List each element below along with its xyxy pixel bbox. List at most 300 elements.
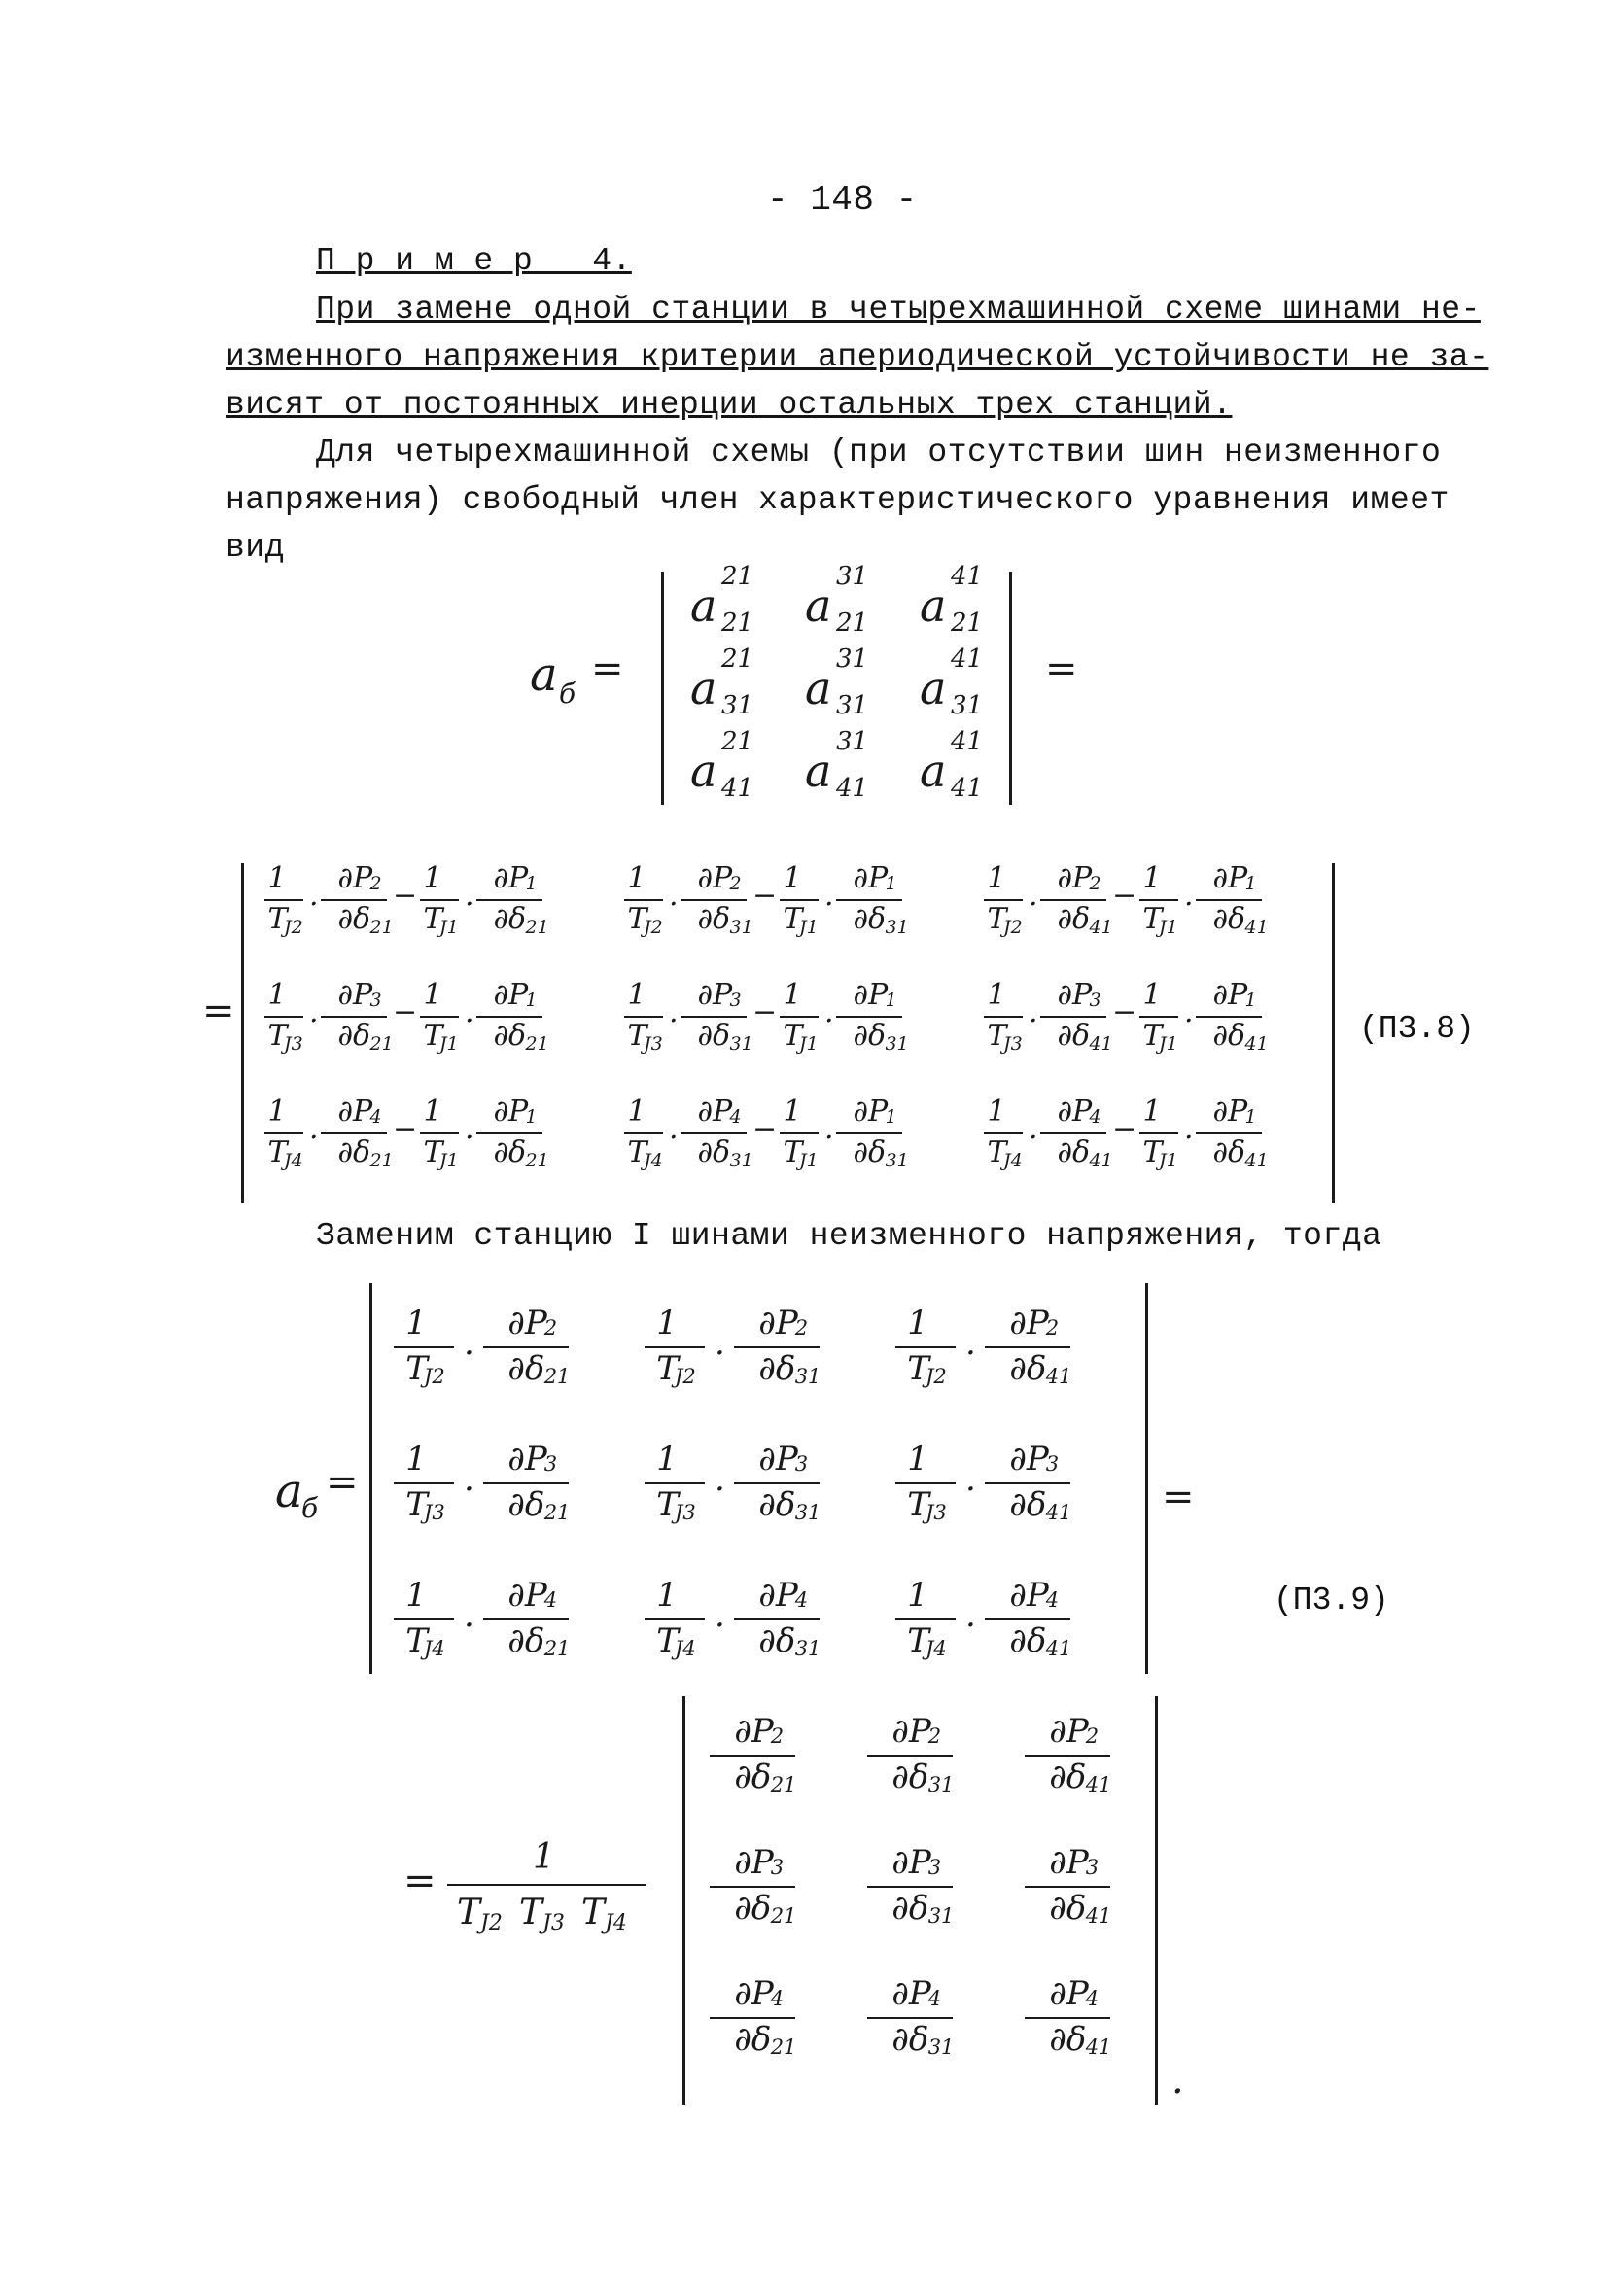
- matrix-b-0-1-f3-bar: [780, 899, 819, 901]
- matrix-d-0-1-den-sub: 31: [927, 1773, 955, 1797]
- matrix-b-2-2-f1-den-sub: J4: [1003, 1149, 1023, 1171]
- matrix-a-sup-0-1: 31: [836, 562, 869, 591]
- matrix-d-2-0-num: ∂P: [734, 1974, 774, 2014]
- a6-subscript: б: [301, 1492, 319, 1524]
- matrix-d-0-1-num: ∂P: [891, 1712, 931, 1752]
- matrix-b-0-1-f2-bar: [681, 899, 747, 901]
- matrix-c-0-2-dot: .: [965, 1324, 976, 1363]
- matrix-c-1-0-f1-den: T: [405, 1485, 428, 1524]
- matrix-a-entry-1-1: a: [805, 662, 832, 714]
- matrix-c-1-0-f1-num: 1: [405, 1440, 427, 1479]
- matrix-c-1-2-f2-bar: [985, 1482, 1070, 1484]
- statement-line-1: При замене одной станции в четырехмашинной схеме шинами не-: [316, 292, 1481, 328]
- matrix-d-1-0-bar: [710, 1886, 795, 1888]
- matrix-b-1-1-f4-num: ∂P: [853, 978, 889, 1012]
- eq-label-p3-8: (П3.8): [1359, 1011, 1475, 1047]
- matrix-c-1-2-f2-num: ∂P: [1009, 1440, 1049, 1479]
- matrix-b-0-2-f1-bar: [984, 899, 1023, 901]
- matrix-c-2-0-f2-num: ∂P: [507, 1576, 547, 1616]
- matrix-a-sup-1-1: 31: [836, 644, 869, 674]
- matrix-b-0-0-f1-den-sub: J2: [284, 916, 303, 938]
- matrix-a-entry-2-2: a: [920, 745, 947, 797]
- matrix-b-1-2-minus: −: [1112, 995, 1137, 1029]
- matrix-b-0-0-f1-bar: [264, 899, 303, 901]
- matrix-d-2-0-bar: [710, 2017, 795, 2019]
- matrix-c-2-1-f2-num-sub: 4: [794, 1588, 809, 1613]
- matrix-b-1-0-f3-den: T: [423, 1019, 443, 1053]
- matrix-b-0-1-f3-den: T: [783, 902, 803, 936]
- matrix-c-2-0-f1-den-sub: J4: [424, 1637, 445, 1661]
- matrix-a-sub-1-0: 31: [721, 691, 754, 720]
- matrix-b-0-1-f4-bar: [836, 899, 902, 901]
- matrix-b-2-0-f2-num-sub: 4: [369, 1105, 382, 1128]
- matrix-a-sup-2-2: 41: [951, 727, 984, 756]
- matrix-c-2-0-f2-num-sub: 4: [543, 1588, 558, 1613]
- matrix-c-1-0-f1-den-sub: J3: [424, 1501, 445, 1525]
- matrix-b-0-0-f1-num: 1: [267, 861, 287, 895]
- a6-symbol: a: [275, 1464, 303, 1518]
- matrix-b-0-1-f4-num-sub: 1: [885, 872, 897, 894]
- matrix-b-1-0-f4-bar: [476, 1016, 542, 1018]
- matrix-c-0-0-f1-num: 1: [405, 1304, 427, 1343]
- matrix-b-0-0-f4-num-sub: 1: [525, 872, 538, 894]
- matrix-c-0-0-f2-num: ∂P: [507, 1304, 547, 1343]
- matrix-b-2-2-f2-den-sub: 41: [1089, 1149, 1113, 1171]
- matrix-b-0-2-f3-num: 1: [1142, 861, 1162, 895]
- matrix-b-2-1-minus: −: [752, 1112, 778, 1146]
- matrix-b-1-1-f3-den-sub: J1: [799, 1032, 819, 1055]
- final-period: .: [1171, 2058, 1184, 2103]
- matrix-a-entry-0-2: a: [920, 579, 947, 632]
- matrix-d-1-0-num: ∂P: [734, 1843, 774, 1883]
- matrix-c-1-1-f1-den-sub: J3: [675, 1501, 696, 1525]
- matrix-c-2-1-dot: .: [715, 1596, 725, 1635]
- prefactor-numerator: 1: [533, 1837, 555, 1877]
- matrix-b-0-0-dot2: .: [465, 879, 474, 913]
- matrix-b-0-2-f4-num-sub: 1: [1244, 872, 1257, 894]
- matrix-b-2-2-dot2: .: [1184, 1112, 1194, 1146]
- matrix-b-1-0-f4-den: ∂δ: [493, 1019, 527, 1053]
- matrix-b-0-2-f1-num: 1: [987, 861, 1006, 895]
- matrix-c-0-0-f1-bar: [394, 1346, 454, 1348]
- matrix-b-2-2-f1-den: T: [987, 1135, 1007, 1169]
- matrix-b-1-1-f1-num: 1: [627, 978, 646, 1012]
- matrix-d-2-1-num-sub: 4: [927, 1987, 942, 2011]
- matrix-a-sub-0-2: 21: [951, 609, 984, 638]
- a6-subscript: б: [559, 678, 576, 710]
- matrix-b-0-1-f4-den: ∂δ: [853, 902, 887, 936]
- matrix-c-1-0-f2-num-sub: 3: [543, 1452, 558, 1477]
- matrix-c-0-1-f2-den-sub: 31: [794, 1365, 821, 1389]
- matrix-b-1-1-f4-den-sub: 31: [885, 1032, 909, 1055]
- matrix-c-1-0-f2-den-sub: 21: [543, 1501, 571, 1525]
- matrix-b-1-1-f1-den-sub: J3: [644, 1032, 663, 1055]
- matrix-d-1-2-bar: [1025, 1886, 1110, 1888]
- matrix-b-0-1-dot1: .: [669, 879, 679, 913]
- matrix-b-0-1-f1-bar: [624, 899, 663, 901]
- matrix-b-2-1-f2-num-sub: 4: [729, 1105, 742, 1128]
- matrix-a-entry-2-0: a: [690, 745, 717, 797]
- equals-sign: =: [1162, 1475, 1195, 1519]
- matrix-b-1-2-f3-den-sub: J1: [1159, 1032, 1178, 1055]
- matrix-c-1-0-f2-bar: [483, 1482, 569, 1484]
- matrix-c-2-0-dot: .: [464, 1596, 474, 1635]
- matrix-b-2-2-f2-num-sub: 4: [1089, 1105, 1101, 1128]
- matrix-c-0-2-f1-bar: [895, 1346, 956, 1348]
- matrix-c-0-2-f2-den: ∂δ: [1009, 1349, 1047, 1388]
- matrix-b-2-1-f3-num: 1: [783, 1095, 802, 1129]
- matrix-d-0-0-bar: [710, 1755, 795, 1757]
- matrix-b-1-0-f1-den: T: [267, 1019, 288, 1053]
- equals-sign: =: [202, 989, 235, 1033]
- matrix-c-0-1-f1-den: T: [656, 1349, 679, 1388]
- matrix-c-0-2-f1-den-sub: J2: [926, 1365, 947, 1389]
- matrix-b-0-2-f2-den: ∂δ: [1057, 902, 1091, 936]
- matrix-d-1-1-num: ∂P: [891, 1843, 931, 1883]
- matrix-b-0-2-f4-den-sub: 41: [1244, 916, 1269, 938]
- matrix-b-1-1-f3-den: T: [783, 1019, 803, 1053]
- matrix-b-2-1-f2-den: ∂δ: [697, 1135, 731, 1169]
- matrix-b-1-2-f2-den-sub: 41: [1089, 1032, 1113, 1055]
- matrix-c-1-1-f2-den: ∂δ: [758, 1485, 796, 1524]
- matrix-c-0-1-f1-bar: [645, 1346, 705, 1348]
- matrix-c-0-2-f1-num: 1: [907, 1304, 928, 1343]
- matrix-b-1-1-f2-den: ∂δ: [697, 1019, 731, 1053]
- matrix-b-2-1-f3-den: T: [783, 1135, 803, 1169]
- matrix-b-1-2-f3-bar: [1139, 1016, 1178, 1018]
- matrix-b-2-2-f2-den: ∂δ: [1057, 1135, 1091, 1169]
- matrix-c-2-2-dot: .: [965, 1596, 976, 1635]
- matrix-c-2-0-f2-den-sub: 21: [543, 1637, 571, 1661]
- matrix-d-2-2-den-sub: 41: [1085, 2035, 1112, 2060]
- matrix-b-1-2-f2-bar: [1040, 1016, 1106, 1018]
- matrix-a-entry-0-0: a: [690, 579, 717, 632]
- matrix-c-0-1-f2-bar: [734, 1346, 820, 1348]
- matrix-b-1-1-f2-num: ∂P: [697, 978, 733, 1012]
- matrix-b-0-2-f4-den: ∂δ: [1212, 902, 1246, 936]
- matrix-b-2-2-minus: −: [1112, 1112, 1137, 1146]
- matrix-c-2-1-f2-den: ∂δ: [758, 1621, 796, 1660]
- paragraph-line-3: вид: [226, 530, 285, 566]
- matrix-b-1-2-f4-bar: [1196, 1016, 1262, 1018]
- matrix-b-2-2-f1-num: 1: [987, 1095, 1006, 1129]
- matrix-c-2-0-f1-bar: [394, 1618, 454, 1620]
- matrix-b-0-1-f2-den: ∂δ: [697, 902, 731, 936]
- matrix-d-right-bar: [1155, 1696, 1158, 2105]
- matrix-b-0-0-f4-den: ∂δ: [493, 902, 527, 936]
- matrix-b-0-2-f2-den-sub: 41: [1089, 916, 1113, 938]
- matrix-d-2-1-den-sub: 31: [927, 2035, 955, 2060]
- matrix-d-0-0-den-sub: 21: [770, 1773, 797, 1797]
- matrix-b-1-1-f4-num-sub: 1: [885, 989, 897, 1011]
- matrix-b-0-0-f4-num: ∂P: [493, 861, 529, 895]
- matrix-b-0-2-f3-den-sub: J1: [1159, 916, 1178, 938]
- matrix-d-2-1-den: ∂δ: [891, 2020, 929, 2059]
- matrix-b-1-0-minus: −: [393, 995, 418, 1029]
- prefactor-tau-1: T: [519, 1893, 543, 1932]
- matrix-a-sub-1-1: 31: [836, 691, 869, 720]
- matrix-a-entry-1-2: a: [920, 662, 947, 714]
- matrix-b-0-0-f2-den-sub: 21: [369, 916, 394, 938]
- matrix-b-2-2-f4-den-sub: 41: [1244, 1149, 1269, 1171]
- matrix-c-2-2-f2-num: ∂P: [1009, 1576, 1049, 1616]
- matrix-b-left-bar: [241, 863, 244, 1203]
- matrix-b-2-2-f3-den: T: [1142, 1135, 1163, 1169]
- matrix-b-1-1-f2-bar: [681, 1016, 747, 1018]
- matrix-d-1-1-den: ∂δ: [891, 1889, 929, 1928]
- matrix-b-0-1-f2-num-sub: 2: [729, 872, 742, 894]
- matrix-b-1-1-f3-num: 1: [783, 978, 802, 1012]
- matrix-b-2-0-dot1: .: [309, 1112, 319, 1146]
- matrix-b-0-0-f3-den: T: [423, 902, 443, 936]
- matrix-b-0-1-f3-num: 1: [783, 861, 802, 895]
- matrix-c-2-2-f2-num-sub: 4: [1045, 1588, 1060, 1613]
- matrix-d-0-1-num-sub: 2: [927, 1724, 942, 1749]
- matrix-a-sub-2-0: 41: [721, 774, 754, 803]
- matrix-b-1-1-dot1: .: [669, 995, 679, 1029]
- matrix-c-0-1-f1-den-sub: J2: [675, 1365, 696, 1389]
- matrix-b-1-1-f3-bar: [780, 1016, 819, 1018]
- matrix-b-0-0-f3-den-sub: J1: [439, 916, 459, 938]
- matrix-d-left-bar: [682, 1696, 685, 2105]
- statement-line-3: висят от постоянных инерции остальных трех станций.: [226, 387, 1233, 423]
- matrix-b-2-0-f1-den: T: [267, 1135, 288, 1169]
- matrix-b-1-2-f1-num: 1: [987, 978, 1006, 1012]
- matrix-b-1-2-f1-bar: [984, 1016, 1023, 1018]
- matrix-c-1-0-f1-bar: [394, 1482, 454, 1484]
- matrix-b-2-0-minus: −: [393, 1112, 418, 1146]
- matrix-b-2-1-f3-bar: [780, 1132, 819, 1134]
- matrix-d-1-1-bar: [867, 1886, 953, 1888]
- matrix-b-2-0-f2-num: ∂P: [337, 1095, 373, 1129]
- matrix-c-1-0-f2-num: ∂P: [507, 1440, 547, 1479]
- matrix-b-2-0-f2-den: ∂δ: [337, 1135, 371, 1169]
- matrix-b-1-0-dot2: .: [465, 995, 474, 1029]
- matrix-c-1-2-f1-den: T: [907, 1485, 929, 1524]
- matrix-a-right-bar: [1009, 572, 1012, 805]
- matrix-c-2-1-f1-den: T: [656, 1621, 679, 1660]
- matrix-d-0-0-num: ∂P: [734, 1712, 774, 1752]
- matrix-b-1-2-dot2: .: [1184, 995, 1194, 1029]
- matrix-c-1-1-dot: .: [715, 1460, 725, 1499]
- matrix-b-2-1-f2-num: ∂P: [697, 1095, 733, 1129]
- matrix-b-2-1-dot2: .: [824, 1112, 834, 1146]
- prefactor-tau-2: T: [581, 1893, 606, 1932]
- matrix-b-2-1-f4-den: ∂δ: [853, 1135, 887, 1169]
- matrix-b-1-2-dot1: .: [1029, 995, 1038, 1029]
- matrix-b-2-1-f1-bar: [624, 1132, 663, 1134]
- matrix-d-0-0-den: ∂δ: [734, 1757, 772, 1796]
- matrix-c-2-1-f1-den-sub: J4: [675, 1637, 696, 1661]
- matrix-b-2-0-f4-num-sub: 1: [525, 1105, 538, 1128]
- matrix-b-1-2-f4-num-sub: 1: [1244, 989, 1257, 1011]
- matrix-b-1-1-f1-den: T: [627, 1019, 647, 1053]
- matrix-b-1-0-dot1: .: [309, 995, 319, 1029]
- matrix-b-0-0-dot1: .: [309, 879, 319, 913]
- matrix-d-1-0-den-sub: 21: [770, 1904, 797, 1929]
- matrix-b-1-0-f2-bar: [321, 1016, 387, 1018]
- matrix-b-0-2-f2-bar: [1040, 899, 1106, 901]
- matrix-b-0-2-f1-den: T: [987, 902, 1007, 936]
- replace-station-line: Заменим станцию I шинами неизменного напряжения, тогда: [316, 1218, 1382, 1254]
- matrix-b-2-2-f4-den: ∂δ: [1212, 1135, 1246, 1169]
- paragraph-line-2: напряжения) свободный член характеристического уравнения имеет: [226, 482, 1450, 518]
- matrix-b-1-2-f4-den: ∂δ: [1212, 1019, 1246, 1053]
- matrix-d-2-0-den: ∂δ: [734, 2020, 772, 2059]
- matrix-d-2-2-den: ∂δ: [1049, 2020, 1087, 2059]
- matrix-b-2-2-f2-num: ∂P: [1057, 1095, 1093, 1129]
- matrix-c-0-2-f2-num: ∂P: [1009, 1304, 1049, 1343]
- equals-sign: =: [1045, 646, 1078, 691]
- matrix-b-2-0-f2-den-sub: 21: [369, 1149, 394, 1171]
- matrix-b-2-0-f4-den-sub: 21: [525, 1149, 549, 1171]
- matrix-a-sup-0-2: 41: [951, 562, 984, 591]
- matrix-a-sub-0-0: 21: [721, 609, 754, 638]
- matrix-a-sup-1-2: 41: [951, 644, 984, 674]
- matrix-b-2-1-f1-den-sub: J4: [644, 1149, 663, 1171]
- matrix-b-0-2-f2-num: ∂P: [1057, 861, 1093, 895]
- matrix-b-2-0-f2-bar: [321, 1132, 387, 1134]
- matrix-a-sub-2-2: 41: [951, 774, 984, 803]
- matrix-c-1-2-f2-den-sub: 41: [1045, 1501, 1072, 1525]
- matrix-a-entry-1-0: a: [690, 662, 717, 714]
- matrix-b-0-0-minus: −: [393, 879, 418, 913]
- matrix-c-right-bar: [1145, 1283, 1148, 1674]
- matrix-c-1-1-f2-num-sub: 3: [794, 1452, 809, 1477]
- matrix-d-2-2-num-sub: 4: [1085, 1987, 1100, 2011]
- matrix-b-0-1-f3-den-sub: J1: [799, 916, 819, 938]
- matrix-b-2-2-dot1: .: [1029, 1112, 1038, 1146]
- matrix-b-2-1-f3-den-sub: J1: [799, 1149, 819, 1171]
- matrix-d-2-0-num-sub: 4: [770, 1987, 785, 2011]
- matrix-b-2-0-f4-num: ∂P: [493, 1095, 529, 1129]
- matrix-b-2-0-f3-num: 1: [423, 1095, 442, 1129]
- matrix-b-0-0-f3-bar: [420, 899, 459, 901]
- matrix-c-0-1-f1-num: 1: [656, 1304, 678, 1343]
- matrix-b-0-1-f1-den: T: [627, 902, 647, 936]
- matrix-c-2-1-f2-bar: [734, 1618, 820, 1620]
- prefactor-tau-0: T: [457, 1893, 481, 1932]
- matrix-a-sup-0-0: 21: [721, 562, 754, 591]
- matrix-b-1-0-f3-bar: [420, 1016, 459, 1018]
- matrix-b-0-1-f2-num: ∂P: [697, 861, 733, 895]
- matrix-b-0-2-dot2: .: [1184, 879, 1194, 913]
- matrix-d-0-2-den-sub: 41: [1085, 1773, 1112, 1797]
- statement-line-2: изменного напряжения критерии апериодической устойчивости не за-: [226, 339, 1489, 375]
- matrix-d-1-2-den: ∂δ: [1049, 1889, 1087, 1928]
- matrix-b-2-1-f2-den-sub: 31: [729, 1149, 753, 1171]
- matrix-d-0-0-num-sub: 2: [770, 1724, 785, 1749]
- matrix-b-0-1-minus: −: [752, 879, 778, 913]
- matrix-c-1-1-f2-bar: [734, 1482, 820, 1484]
- matrix-b-2-2-f4-num-sub: 1: [1244, 1105, 1257, 1128]
- matrix-b-0-0-f3-num: 1: [423, 861, 442, 895]
- paragraph-line-1: Для четырехмашинной схемы (при отсутствии шин неизменного: [316, 435, 1442, 470]
- matrix-d-2-2-bar: [1025, 2017, 1110, 2019]
- equals-sign: =: [326, 1460, 359, 1505]
- matrix-b-2-0-dot2: .: [465, 1112, 474, 1146]
- matrix-b-0-1-f4-den-sub: 31: [885, 916, 909, 938]
- matrix-c-2-2-f2-den-sub: 41: [1045, 1637, 1072, 1661]
- matrix-b-1-0-f2-num-sub: 3: [369, 989, 382, 1011]
- matrix-c-0-2-f1-den: T: [907, 1349, 929, 1388]
- matrix-c-2-1-f2-den-sub: 31: [794, 1637, 821, 1661]
- matrix-b-2-0-f4-bar: [476, 1132, 542, 1134]
- matrix-d-2-1-bar: [867, 2017, 953, 2019]
- matrix-b-0-2-f3-den: T: [1142, 902, 1163, 936]
- matrix-b-0-1-f1-den-sub: J2: [644, 916, 663, 938]
- matrix-b-2-0-f3-den: T: [423, 1135, 443, 1169]
- matrix-c-2-1-f1-bar: [645, 1618, 705, 1620]
- matrix-b-1-0-f2-den-sub: 21: [369, 1032, 394, 1055]
- matrix-b-2-0-f1-den-sub: J4: [284, 1149, 303, 1171]
- prefactor-tau-sub-2: J4: [605, 1911, 627, 1935]
- matrix-c-1-1-f1-bar: [645, 1482, 705, 1484]
- matrix-a-left-bar: [661, 572, 664, 805]
- matrix-a-sub-0-1: 21: [836, 609, 869, 638]
- matrix-b-0-0-f4-bar: [476, 899, 542, 901]
- prefactor-tau-sub-1: J3: [542, 1911, 565, 1935]
- example-heading: П р и м е р 4.: [316, 243, 632, 279]
- matrix-c-0-1-f2-den: ∂δ: [758, 1349, 796, 1388]
- matrix-c-1-1-f2-num: ∂P: [758, 1440, 798, 1479]
- matrix-c-2-0-f1-num: 1: [405, 1576, 427, 1616]
- matrix-c-0-0-f2-bar: [483, 1346, 569, 1348]
- matrix-c-0-0-f1-den: T: [405, 1349, 428, 1388]
- matrix-b-0-0-f2-bar: [321, 899, 387, 901]
- equals-sign: =: [403, 1859, 437, 1903]
- matrix-b-1-1-f2-num-sub: 3: [729, 989, 742, 1011]
- a6-symbol: a: [530, 647, 558, 702]
- matrix-c-1-2-f2-den: ∂δ: [1009, 1485, 1047, 1524]
- matrix-b-1-0-f1-den-sub: J3: [284, 1032, 303, 1055]
- matrix-c-left-bar: [369, 1283, 372, 1674]
- matrix-b-0-0-f2-num-sub: 2: [369, 872, 382, 894]
- matrix-b-1-0-f2-den: ∂δ: [337, 1019, 371, 1053]
- matrix-b-1-2-f4-num: ∂P: [1212, 978, 1248, 1012]
- matrix-c-1-1-f2-den-sub: 31: [794, 1501, 821, 1525]
- matrix-b-2-0-f1-num: 1: [267, 1095, 287, 1129]
- matrix-c-2-0-f2-bar: [483, 1618, 569, 1620]
- matrix-c-0-0-dot: .: [464, 1324, 474, 1363]
- matrix-b-1-0-f3-num: 1: [423, 978, 442, 1012]
- matrix-a-sup-2-1: 31: [836, 727, 869, 756]
- matrix-c-1-2-f1-num: 1: [907, 1440, 928, 1479]
- matrix-b-1-0-f4-num-sub: 1: [525, 989, 538, 1011]
- matrix-d-2-0-den-sub: 21: [770, 2035, 797, 2060]
- matrix-c-2-2-f2-bar: [985, 1618, 1070, 1620]
- matrix-c-0-0-f2-den-sub: 21: [543, 1365, 571, 1389]
- matrix-b-2-1-f4-den-sub: 31: [885, 1149, 909, 1171]
- prefactor-bar: [447, 1884, 646, 1886]
- matrix-b-0-2-f3-bar: [1139, 899, 1178, 901]
- matrix-d-1-2-den-sub: 41: [1085, 1904, 1112, 1929]
- matrix-a-sub-1-2: 31: [951, 691, 984, 720]
- matrix-b-2-2-f1-bar: [984, 1132, 1023, 1134]
- matrix-b-1-2-f3-num: 1: [1142, 978, 1162, 1012]
- matrix-d-2-2-num: ∂P: [1049, 1974, 1089, 2014]
- matrix-c-2-2-f1-num: 1: [907, 1576, 928, 1616]
- matrix-c-1-0-f2-den: ∂δ: [507, 1485, 545, 1524]
- matrix-a-entry-2-1: a: [805, 745, 832, 797]
- matrix-d-1-1-num-sub: 3: [927, 1856, 942, 1880]
- matrix-c-1-2-f2-num-sub: 3: [1045, 1452, 1060, 1477]
- matrix-d-0-1-bar: [867, 1755, 953, 1757]
- matrix-b-1-0-f2-num: ∂P: [337, 978, 373, 1012]
- matrix-d-1-0-num-sub: 3: [770, 1856, 785, 1880]
- matrix-b-2-2-f3-den-sub: J1: [1159, 1149, 1178, 1171]
- matrix-a-sup-2-0: 21: [721, 727, 754, 756]
